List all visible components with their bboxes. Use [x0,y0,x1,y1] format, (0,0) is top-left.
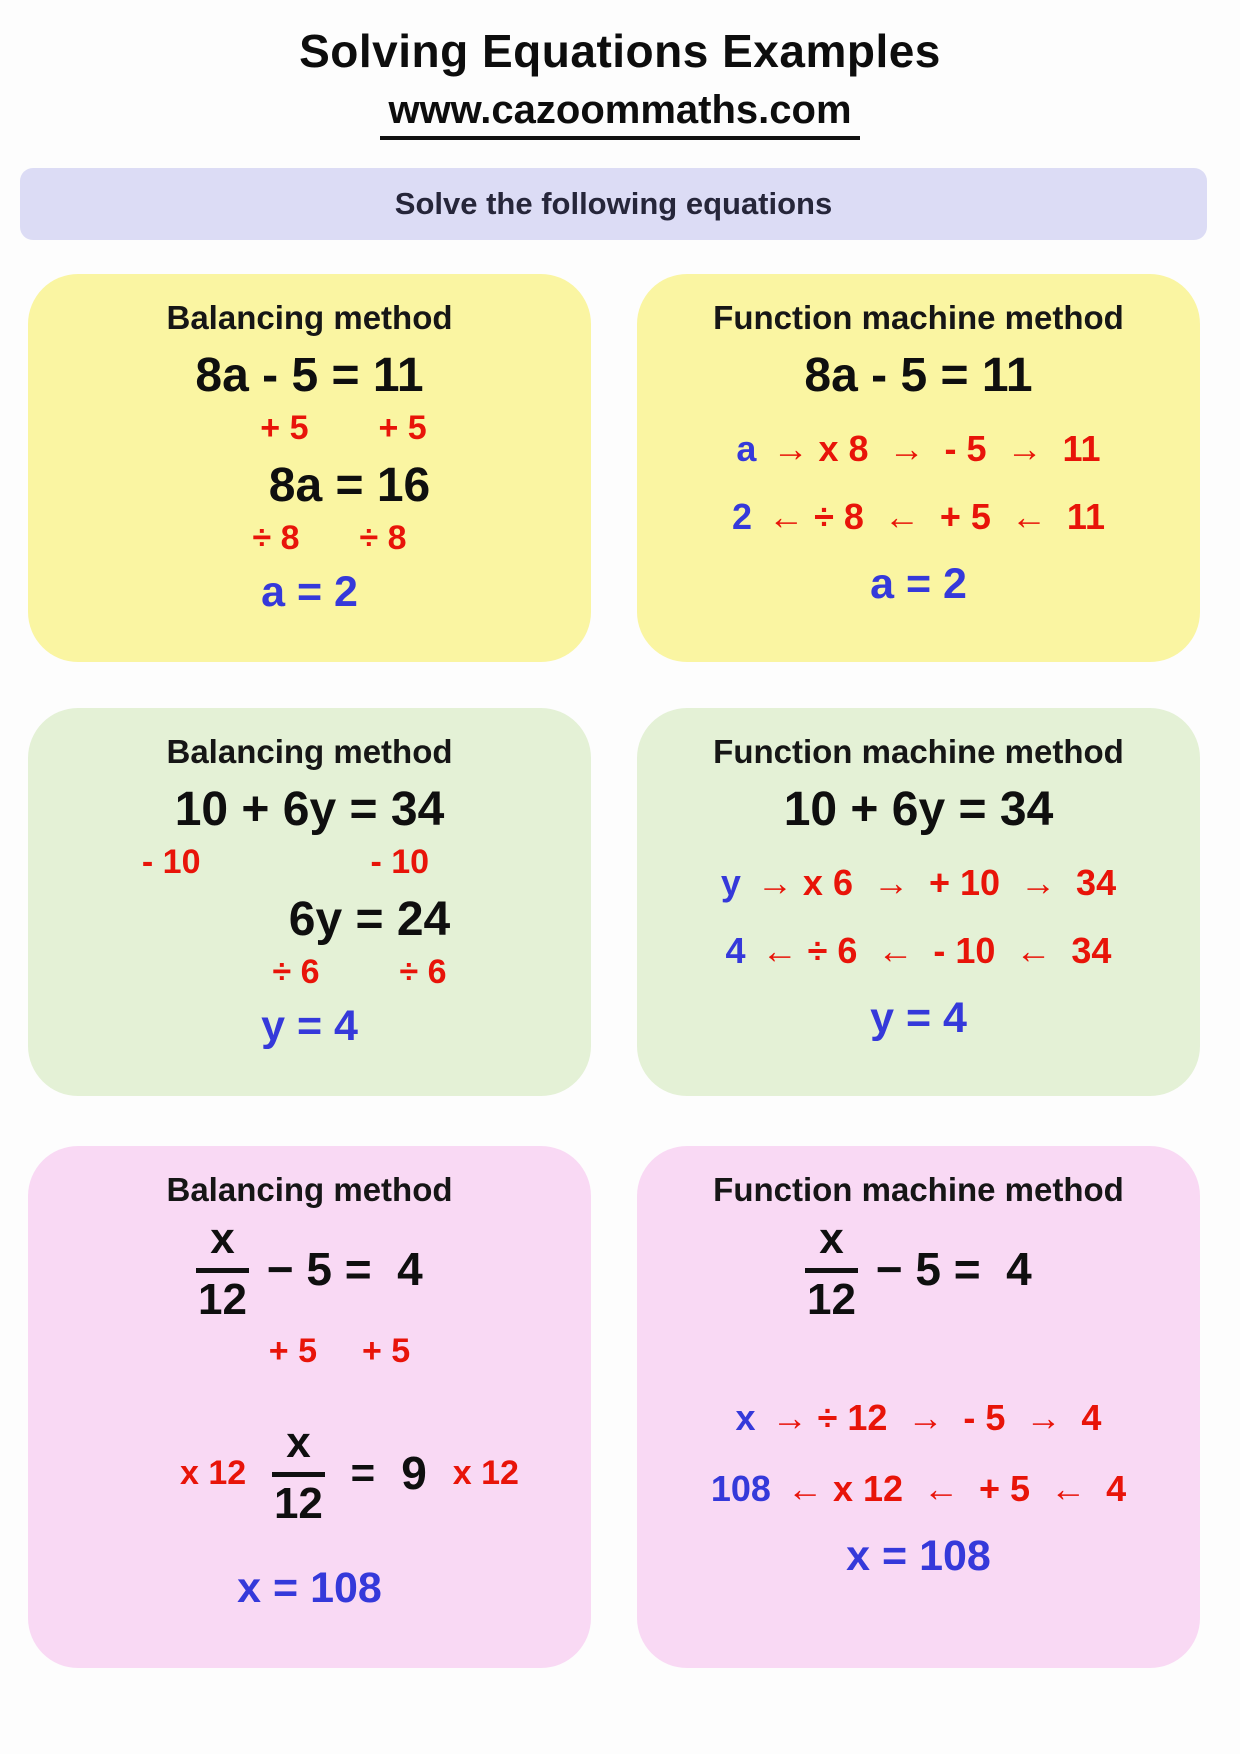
machine-inverse-chain: ← x 12 ← + 5 ← 4 [786,1467,1127,1509]
operation-right: + 5 [362,1331,411,1370]
numerator: x [272,1420,324,1477]
box-balancing-6y [28,708,591,1096]
operation-left: + 5 [268,1331,317,1370]
equation-line: 8a - 5 = 11 [804,348,1033,402]
denominator: 12 [807,1274,856,1324]
method-heading: Function machine method [713,733,1124,770]
solution-line: y = 4 [870,994,967,1043]
machine-inverse-line [645,494,1192,541]
multiply-left: x 12 [180,1454,247,1493]
operation-line [12,842,559,883]
machine-forward-line [645,860,1192,907]
equation-line: 8a - 5 = 11 [195,348,424,402]
equation-line: 10 + 6y = 34 [783,782,1054,836]
solution-line: a = 2 [261,568,358,617]
fraction [196,1213,248,1324]
equals-sign: = [350,1449,376,1497]
machine-forward-line [645,426,1192,473]
operation-right: ÷ 8 [359,519,407,558]
equation-fraction-line [36,1213,583,1324]
operation-right: ÷ 6 [399,953,447,992]
denominator: 12 [198,1274,247,1324]
box-function-machine-8a [637,274,1200,662]
example-row-2 [28,708,1200,1096]
equation-line: 6y = 24 [288,893,451,947]
box-balancing-8a [28,274,591,662]
machine-inverse-chain: ← ÷ 8 ← + 5 ← 11 [768,496,1105,538]
machine-inverse-line [645,1466,1192,1513]
machine-forward-chain: → x 8 → - 5 → 11 [772,427,1101,469]
method-heading: Function machine method [713,1171,1124,1208]
instruction-banner [20,168,1207,240]
equation-fraction-line [645,1213,1192,1324]
fraction [272,1417,324,1528]
machine-forward-chain: → x 6 → + 10 → 34 [756,861,1117,903]
page-title: Solving Equations Examples [299,25,941,77]
machine-forward-line [645,1395,1192,1442]
equation-line: 8a = 16 [268,459,431,513]
site-url-row [0,88,1240,140]
equation-rest: − 5 = 4 [266,1242,423,1295]
method-heading: Balancing method [166,299,453,336]
operation-left: - 10 [141,842,201,881]
equation-rest: − 5 = 4 [875,1242,1032,1295]
numerator: x [196,1216,248,1273]
operation-line [56,518,603,559]
machine-output: 4 [725,930,746,972]
site-url: www.cazoommaths.com [380,88,859,140]
solution-line: y = 4 [261,1002,358,1051]
instruction-text: Solve the following equations [394,186,833,221]
box-function-machine-x12 [637,1146,1200,1668]
box-function-machine-6y [637,708,1200,1096]
box-balancing-x12 [28,1146,591,1668]
operation-right: - 10 [370,842,430,881]
method-heading: Function machine method [713,299,1124,336]
solution-line: a = 2 [870,560,967,609]
method-heading: Balancing method [166,733,453,770]
fraction [805,1213,857,1324]
operation-left: + 5 [260,408,309,447]
example-row-3 [28,1146,1200,1668]
operation-line [70,408,617,449]
machine-output: 108 [710,1467,771,1509]
solution-line: x = 108 [846,1531,991,1580]
machine-output: 2 [732,496,753,538]
example-row-1 [28,274,1200,662]
method-heading: Balancing method [166,1171,453,1208]
operation-line [86,952,633,993]
operation-line [66,1331,613,1372]
machine-input: a [736,427,757,469]
machine-input: x [735,1396,756,1438]
numerator: x [805,1216,857,1273]
equation-line: 10 + 6y = 34 [174,782,445,836]
denominator: 12 [273,1478,323,1528]
machine-forward-chain: → ÷ 12 → - 5 → 4 [771,1396,1102,1438]
operation-left: ÷ 6 [272,953,320,992]
solution-line: x = 108 [237,1564,382,1613]
operation-left: ÷ 8 [252,519,300,558]
equation-value: 9 [401,1446,427,1499]
examples-grid [28,274,1200,1668]
machine-inverse-line [645,928,1192,975]
operation-right: + 5 [378,408,427,447]
machine-inverse-chain: ← ÷ 6 ← - 10 ← 34 [761,930,1112,972]
machine-input: y [720,861,741,903]
multiply-right: x 12 [452,1454,519,1493]
equation-fraction-line [76,1417,623,1528]
